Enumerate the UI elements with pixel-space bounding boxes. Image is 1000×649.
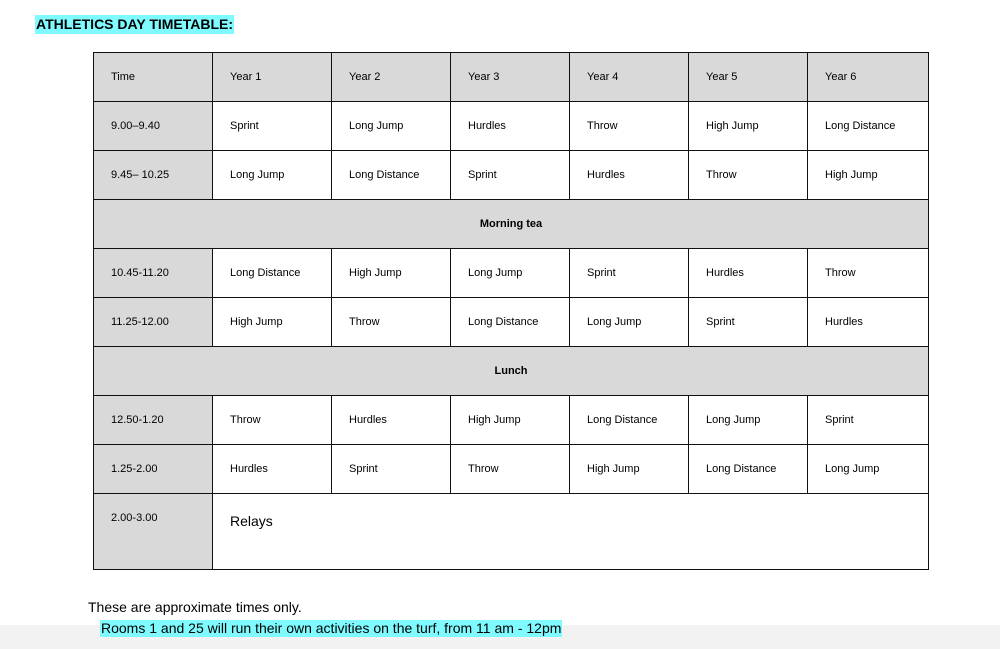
- break-label: Morning tea: [94, 200, 929, 249]
- time-cell: 10.45-11.20: [94, 249, 213, 298]
- activity-cell: Sprint: [689, 298, 808, 347]
- page-title: ATHLETICS DAY TIMETABLE:: [36, 16, 234, 32]
- activity-cell: Long Jump: [808, 445, 929, 494]
- table-row-relays: [94, 494, 929, 570]
- header-row: [94, 53, 929, 102]
- activity-cell: High Jump: [332, 249, 451, 298]
- activity-cell: Long Distance: [689, 445, 808, 494]
- activity-cell: High Jump: [808, 151, 929, 200]
- activity-cell: Throw: [451, 445, 570, 494]
- activity-cell: Throw: [213, 396, 332, 445]
- table-row: [94, 249, 929, 298]
- time-cell: 12.50-1.20: [94, 396, 213, 445]
- header-year-6: Year 6: [808, 53, 929, 102]
- activity-cell: Throw: [808, 249, 929, 298]
- activity-cell: Throw: [332, 298, 451, 347]
- activity-cell: Hurdles: [570, 151, 689, 200]
- activity-cell: Sprint: [451, 151, 570, 200]
- activity-cell: Long Jump: [332, 102, 451, 151]
- activity-cell: Sprint: [213, 102, 332, 151]
- activity-cell: Throw: [689, 151, 808, 200]
- break-row-lunch: [94, 347, 929, 396]
- header-year-5: Year 5: [689, 53, 808, 102]
- break-row-morning-tea: [94, 200, 929, 249]
- header-time: Time: [94, 53, 213, 102]
- header-year-1: Year 1: [213, 53, 332, 102]
- activity-cell: Hurdles: [451, 102, 570, 151]
- activity-cell: Sprint: [332, 445, 451, 494]
- activity-cell: Sprint: [808, 396, 929, 445]
- activity-cell: Long Distance: [332, 151, 451, 200]
- table-row: [94, 298, 929, 347]
- header-year-2: Year 2: [332, 53, 451, 102]
- activity-cell: Long Jump: [570, 298, 689, 347]
- time-cell: 2.00-3.00: [94, 494, 213, 570]
- activity-cell: Long Distance: [570, 396, 689, 445]
- activity-cell: High Jump: [570, 445, 689, 494]
- table-row: [94, 102, 929, 151]
- approximate-times-note: These are approximate times only.: [88, 599, 302, 615]
- activity-cell: Long Distance: [808, 102, 929, 151]
- table-row: [94, 151, 929, 200]
- activity-cell: Long Jump: [689, 396, 808, 445]
- time-cell: 9.00–9.40: [94, 102, 213, 151]
- table-row: [94, 445, 929, 494]
- activity-cell: Long Jump: [213, 151, 332, 200]
- table-row: [94, 396, 929, 445]
- timetable: [93, 52, 929, 570]
- activity-cell: High Jump: [689, 102, 808, 151]
- rooms-note: Rooms 1 and 25 will run their own activities on the turf, from 11 am - 12pm: [101, 620, 562, 636]
- time-cell: 1.25-2.00: [94, 445, 213, 494]
- break-label: Lunch: [94, 347, 929, 396]
- activity-cell: Throw: [570, 102, 689, 151]
- activity-cell: High Jump: [451, 396, 570, 445]
- activity-cell: Hurdles: [213, 445, 332, 494]
- activity-cell: Long Jump: [451, 249, 570, 298]
- relays-cell: Relays: [213, 494, 929, 570]
- time-cell: 11.25-12.00: [94, 298, 213, 347]
- activity-cell: Hurdles: [332, 396, 451, 445]
- activity-cell: High Jump: [213, 298, 332, 347]
- activity-cell: Hurdles: [808, 298, 929, 347]
- activity-cell: Sprint: [570, 249, 689, 298]
- activity-cell: Long Distance: [451, 298, 570, 347]
- header-year-3: Year 3: [451, 53, 570, 102]
- activity-cell: Hurdles: [689, 249, 808, 298]
- activity-cell: Long Distance: [213, 249, 332, 298]
- time-cell: 9.45– 10.25: [94, 151, 213, 200]
- header-year-4: Year 4: [570, 53, 689, 102]
